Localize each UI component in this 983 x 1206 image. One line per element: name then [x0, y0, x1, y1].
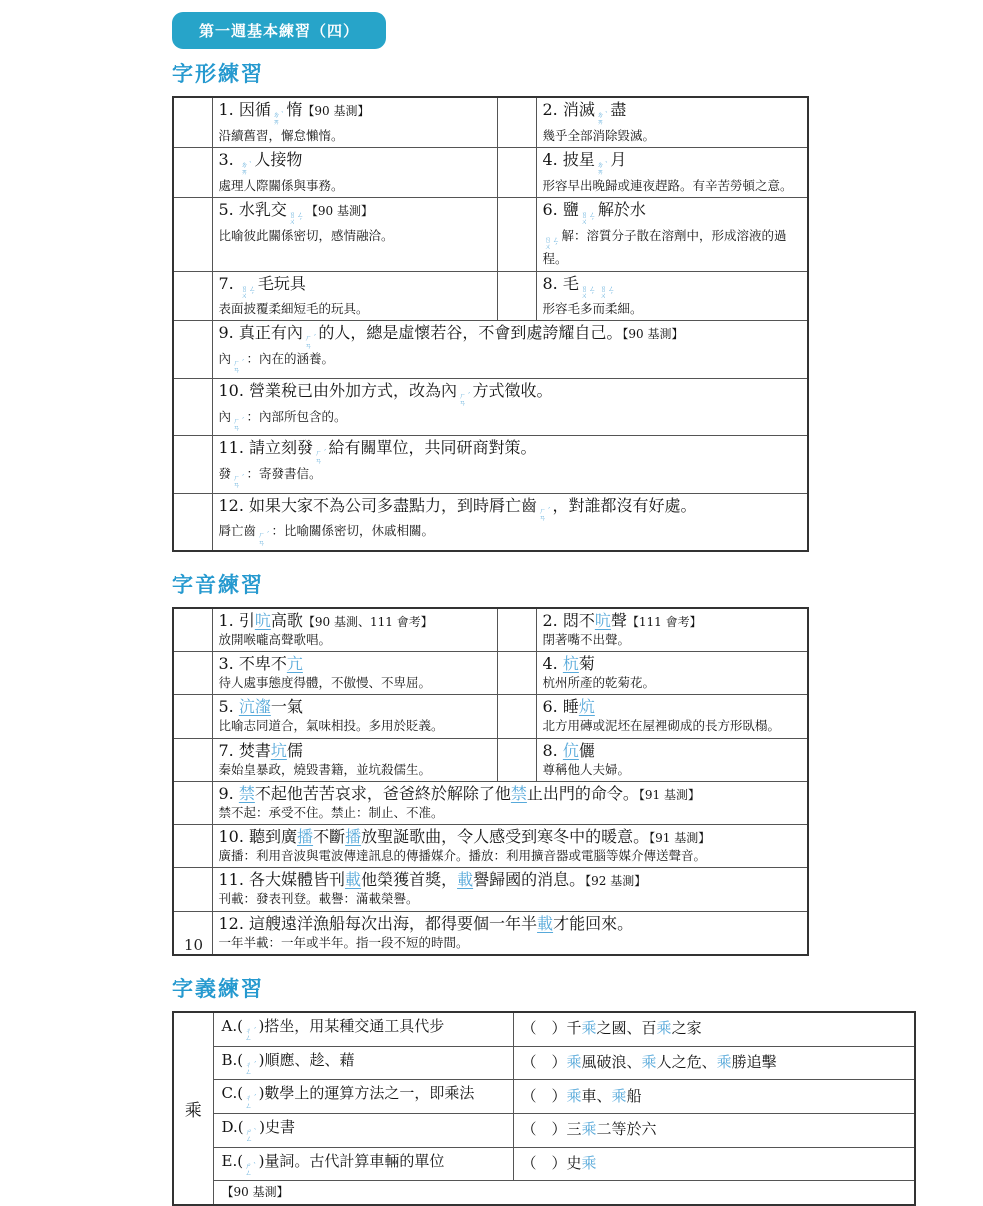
highlighted-character: 乘: [566, 1086, 582, 1105]
zhuyin-annotation: ㄏ ㄢ ˊ: [539, 506, 551, 522]
exercise-row: [173, 147, 808, 197]
exam-source-tag: 【91 基測】: [649, 831, 711, 846]
answer-blank-cell: [173, 493, 212, 551]
highlighted-character: 播: [345, 827, 362, 847]
item-note: 比喻彼此關係密切，感情融洽。: [218, 227, 394, 243]
item-note: 形容早出晚歸或連夜趕路。有辛苦勞頓之意。: [542, 177, 793, 193]
item-text: 3. ㄉ ㄞ ˋ 人接物: [218, 149, 303, 177]
item-text: 8. 伉儷: [542, 740, 595, 760]
answer-blank-cell: [173, 608, 212, 652]
exercise-row: [173, 825, 808, 868]
item-text: 7. ㄖ ㄨ ㄥ ˊ 毛玩具: [218, 273, 306, 300]
highlighted-character: 伉: [562, 740, 579, 760]
phrase-cell: （ ）史乘: [513, 1147, 915, 1181]
highlighted-character: 載: [537, 913, 554, 933]
item-text: 10. 營業稅已由外加方式，改為內 ㄏ ㄢ ˊ 方式徵收。: [218, 380, 553, 408]
exam-source-tag: 【90 基測、111 會考】: [302, 614, 433, 629]
item-text: 4. 披星 ㄉ ㄞ ˋ 月: [542, 149, 627, 177]
item-note: 處理人際關係與事務。: [218, 177, 344, 193]
highlighted-character: 乘: [641, 1053, 657, 1072]
meaning-row: [173, 1147, 915, 1181]
meaning-footer-row: [173, 1181, 915, 1205]
item-text: 4. 杭菊: [542, 654, 595, 674]
item-text: 9. 禁不起他苦苦哀求，爸爸終於解除了他禁止出門的命令。【91 基測】: [218, 783, 701, 803]
zhuyin-annotation: ㄏ ㄢ ˊ: [315, 449, 327, 465]
exercise-item: [536, 695, 808, 738]
zhuyin-annotation: ㄖ ㄨ ㄥ ˊ: [599, 284, 615, 300]
item-text: 1. 引吭高歌【90 基測、111 會考】: [218, 610, 433, 630]
phrase-cell: （ ）乘風破浪、乘人之危、乘勝追擊: [513, 1046, 915, 1080]
item-text: 12. 這艘遠洋漁船每次出海，都得要個一年半載才能回來。: [218, 913, 634, 933]
definition-cell: A.( ㄔ ㄥ ˊ )搭坐，用某種交通工具代步: [213, 1012, 513, 1046]
highlighted-character: 沆瀣: [238, 697, 271, 717]
lesson-badge: 第一週基本練習（四）: [172, 12, 386, 49]
exercise-item: [536, 608, 808, 652]
exercise-row: [173, 97, 808, 147]
zhuyin-annotation: ㄔ ㄥ ˊ: [245, 1094, 257, 1110]
highlighted-character: 載: [457, 870, 474, 890]
exercise-item: [536, 738, 808, 781]
zhuyin-annotation: ㄕ ㄥ ˋ: [245, 1161, 257, 1178]
exercise-row: [173, 493, 808, 551]
item-note: 比喻志同道合，氣味相投。多用於貶義。: [218, 718, 444, 734]
answer-blank-cell: [173, 378, 212, 435]
target-character: 乘: [173, 1012, 213, 1205]
exercise-item: [212, 271, 497, 321]
item-note: 待人處事態度得體，不傲慢、不卑屈。: [218, 675, 432, 691]
zhuyin-annotation: ㄉ ㄞ ˋ: [596, 160, 609, 177]
answer-blank-cell: [173, 695, 212, 738]
definition-cell: D.( ㄕ ㄥ ˋ )史書: [213, 1114, 513, 1148]
highlighted-character: 吭: [594, 610, 611, 630]
answer-blank-cell: [497, 738, 536, 781]
answer-blank-cell: [173, 868, 212, 911]
exam-source-tag: 【90 基測】: [622, 327, 684, 342]
zhuyin-annotation: ㄏ ㄢ ˊ: [304, 334, 317, 350]
item-text: 11. 各大媒體皆刊載他榮獲首獎，載譽歸國的消息。【92 基測】: [218, 870, 647, 890]
zhuyin-annotation: ㄔ ㄥ ˊ: [245, 1060, 257, 1076]
page-number: 10: [184, 936, 204, 954]
meaning-row: [173, 1080, 915, 1114]
item-note: 內 ㄏ ㄢ ˊ ：內在的涵養。: [218, 351, 335, 375]
exercise-item: [212, 695, 497, 738]
exam-source-tag: 【111 會考】: [626, 614, 702, 629]
item-text: 7. 焚書坑儒: [218, 740, 303, 760]
zhuyin-annotation: ㄖ ㄨ ㄥ ˊ: [288, 210, 304, 227]
exercise-item: [212, 493, 808, 551]
highlighted-character: 乘: [581, 1154, 597, 1173]
item-note: 幾乎全部消除毀滅。: [542, 127, 656, 143]
highlighted-character: 杭: [562, 654, 579, 674]
exercise-item: [536, 271, 808, 321]
answer-blank-cell: [497, 652, 536, 695]
exercise-item: [212, 781, 808, 824]
highlighted-character: 亢: [286, 654, 303, 674]
highlighted-character: 乘: [656, 1019, 672, 1038]
meaning-row: [173, 1114, 915, 1148]
phrase-cell: （ ）三乘二等於六: [513, 1114, 915, 1148]
exercise-item: [536, 197, 808, 271]
highlighted-character: 播: [297, 827, 314, 847]
item-text: 1. 因循 ㄉ ㄞ ˋ 惰【90 基測】: [218, 100, 370, 127]
exercise-item: [212, 825, 808, 868]
answer-blank-cell: [173, 97, 212, 147]
highlighted-character: 乘: [566, 1053, 582, 1072]
zhuyin-annotation: ㄏ ㄢ ˊ: [233, 473, 245, 490]
highlighted-character: 炕: [578, 697, 595, 717]
zhuyin-annotation: ㄉ ㄞ ˋ: [240, 160, 253, 177]
item-text: 8. 毛 ㄖ ㄨ ㄥ ˊ ㄖ ㄨ ㄥ ˊ: [542, 273, 615, 300]
section-title-zixing: 字形練習: [172, 62, 264, 86]
ziyi-table: [172, 1011, 916, 1206]
exercise-row: [173, 652, 808, 695]
item-note: 秦始皇暴政，燒毀書籍，並坑殺儒生。: [218, 761, 432, 777]
answer-blank-cell: [497, 271, 536, 321]
definition-cell: E.( ㄕ ㄥ ˋ )量詞。古代計算車輛的單位: [213, 1147, 513, 1181]
exercise-row: [173, 868, 808, 911]
exercise-item: [536, 97, 808, 147]
exercise-item: [212, 147, 497, 197]
item-text: 6. 睡炕: [542, 697, 595, 717]
answer-blank-cell: [173, 781, 212, 824]
definition-cell: B.( ㄔ ㄥ ˊ )順應、趁、藉: [213, 1046, 513, 1080]
answer-blank-cell: [173, 197, 212, 271]
item-note: ㄖ ㄨ ㄥ ˊ 解：溶質分子散在溶劑中，形成溶液的過程。: [542, 227, 787, 267]
exercise-item: [536, 147, 808, 197]
exercise-item: [212, 608, 497, 652]
item-note: 一年半載：一年或半年。指一段不短的時間。: [218, 934, 469, 950]
answer-blank-cell: [497, 197, 536, 271]
zhuyin-annotation: ㄏ ㄢ ˊ: [258, 531, 270, 547]
exercise-row: [173, 781, 808, 824]
answer-blank-cell: [497, 695, 536, 738]
item-note: 形容毛多而柔細。: [542, 301, 643, 317]
answer-blank-cell: [173, 271, 212, 321]
exercise-row: [173, 378, 808, 435]
answer-blank-cell: [173, 436, 212, 493]
zhuyin-annotation: ㄔ ㄥ ˊ: [244, 1026, 257, 1043]
item-note: 內 ㄏ ㄢ ˊ ：內部所包含的。: [218, 408, 347, 432]
meaning-row: [173, 1012, 915, 1046]
exercise-item: [212, 911, 808, 955]
item-note: 脣亡齒 ㄏ ㄢ ˊ ：比喻關係密切，休戚相關。: [218, 523, 435, 547]
section-title-ziyin: 字音練習: [172, 572, 264, 597]
answer-blank-cell: [173, 321, 212, 378]
item-note: 禁不起：承受不住。禁止：制止、不准。: [218, 804, 444, 820]
exercise-item: [212, 868, 808, 911]
item-text: 9. 真正有內 ㄏ ㄢ ˊ 的人，總是虛懷若谷，不會到處誇耀自己。【90 基測】: [218, 323, 684, 350]
answer-blank-cell: [497, 147, 536, 197]
answer-blank-cell: [497, 97, 536, 147]
exercise-row: [173, 197, 808, 271]
zhuyin-annotation: ㄖ ㄨ ㄥ ˊ: [544, 235, 560, 251]
highlighted-character: 禁: [510, 783, 527, 803]
zhuyin-annotation: ㄖ ㄨ ㄥ ˊ: [240, 284, 256, 300]
answer-blank-cell: [173, 147, 212, 197]
item-note: 表面披覆柔細短毛的玩具。: [218, 301, 369, 317]
exercise-row: [173, 911, 808, 955]
item-text: 2. 消滅 ㄉ ㄞ ˋ 盡: [542, 100, 627, 127]
answer-blank-cell: [173, 652, 212, 695]
answer-blank-cell: [173, 825, 212, 868]
exercise-item: [212, 738, 497, 781]
zhuyin-annotation: ㄏ ㄢ ˊ: [233, 416, 245, 432]
highlighted-character: 乘: [581, 1120, 597, 1139]
exercise-row: [173, 321, 808, 378]
meaning-row: [173, 1046, 915, 1080]
item-text: 5. 沆瀣一氣: [218, 697, 303, 717]
item-text: 11. 請立刻發 ㄏ ㄢ ˊ 給有關單位，共同研商對策。: [218, 438, 537, 465]
highlighted-character: 乘: [611, 1086, 627, 1105]
zhuyin-annotation: ㄉ ㄞ ˋ: [272, 111, 285, 127]
answer-blank-cell: [497, 608, 536, 652]
item-text: 10. 聽到廣播不斷播放聖誕歌曲，令人感受到寒冬中的暖意。【91 基測】: [218, 827, 711, 847]
exercise-row: [173, 608, 808, 652]
item-note: 杭州所產的乾菊花。: [542, 675, 656, 691]
section-title-ziyi: 字義練習: [172, 976, 264, 1001]
exercise-item: [536, 652, 808, 695]
exam-source-tag: 【92 基測】: [585, 874, 647, 889]
zhuyin-annotation: ㄉ ㄞ ˋ: [596, 111, 609, 127]
exercise-item: [212, 321, 808, 378]
exercise-item: [212, 97, 497, 147]
highlighted-character: 坑: [270, 740, 287, 760]
zhuyin-annotation: ㄖ ㄨ ㄥ ˊ: [580, 284, 596, 300]
exam-source-tag: 【90 基測】: [302, 104, 370, 118]
item-text: 6. 鹽 ㄖ ㄨ ㄥ ˊ 解於水: [542, 199, 646, 227]
exam-source-tag: 【90 基測】: [305, 203, 373, 218]
highlighted-character: 乘: [581, 1019, 597, 1038]
phrase-cell: （ ）千乘之國、百乘之家: [513, 1012, 915, 1046]
exercise-row: [173, 271, 808, 321]
exercise-item: [212, 436, 808, 493]
exercise-row: [173, 436, 808, 493]
exercise-row: [173, 738, 808, 781]
zhuyin-annotation: ㄏ ㄢ ˊ: [459, 391, 471, 408]
zhuyin-annotation: ㄕ ㄥ ˋ: [245, 1128, 258, 1144]
item-note: 閉著嘴不出聲。: [542, 631, 631, 647]
answer-blank-cell: [173, 738, 212, 781]
highlighted-character: 吭: [254, 610, 271, 630]
item-note: 發 ㄏ ㄢ ˊ ：寄發書信。: [218, 465, 322, 490]
zixing-table: [172, 96, 809, 552]
highlighted-character: 禁: [238, 783, 255, 803]
item-note: 刊載：發表刊登。載譽：滿載榮譽。: [218, 891, 419, 907]
item-text: 12. 如果大家不為公司多盡點力，到時脣亡齒 ㄏ ㄢ ˊ ，對誰都沒有好處。: [218, 495, 697, 522]
zhuyin-annotation: ㄖ ㄨ ㄥ ˊ: [580, 210, 596, 227]
item-note: 北方用磚或泥坯在屋裡砌成的長方形臥榻。: [542, 718, 781, 734]
exam-source-tag: 【91 基測】: [638, 787, 701, 802]
item-text: 2. 悶不吭聲【111 會考】: [542, 610, 702, 630]
item-note: 沿續舊習，懈怠懶惰。: [218, 127, 344, 143]
exercise-item: [212, 197, 497, 271]
content-area: [172, 58, 934, 1206]
phrase-cell: （ ）乘車、乘船: [513, 1080, 915, 1114]
ziyin-table: [172, 607, 809, 956]
item-note: 廣播：利用音波與電波傳達訊息的傳播媒介。播放：利用擴音器或電腦等媒介傳送聲音。: [218, 848, 707, 864]
exam-source-tag: 【90 基測】: [213, 1181, 915, 1205]
definition-cell: C.( ㄔ ㄥ ˊ )數學上的運算方法之一，即乘法: [213, 1080, 513, 1114]
exercise-row: [173, 695, 808, 738]
exercise-item: [212, 378, 808, 435]
zhuyin-annotation: ㄏ ㄢ ˊ: [233, 359, 245, 375]
item-note: 尊稱他人夫婦。: [542, 761, 631, 777]
item-note: 放開喉嚨高聲歌唱。: [218, 631, 332, 647]
exercise-item: [212, 652, 497, 695]
highlighted-character: 乘: [716, 1053, 732, 1072]
highlighted-character: 載: [345, 870, 362, 890]
item-text: 3. 不卑不亢: [218, 654, 303, 674]
item-text: 5. 水乳交 ㄖ ㄨ ㄥ ˊ 【90 基測】: [218, 199, 373, 227]
